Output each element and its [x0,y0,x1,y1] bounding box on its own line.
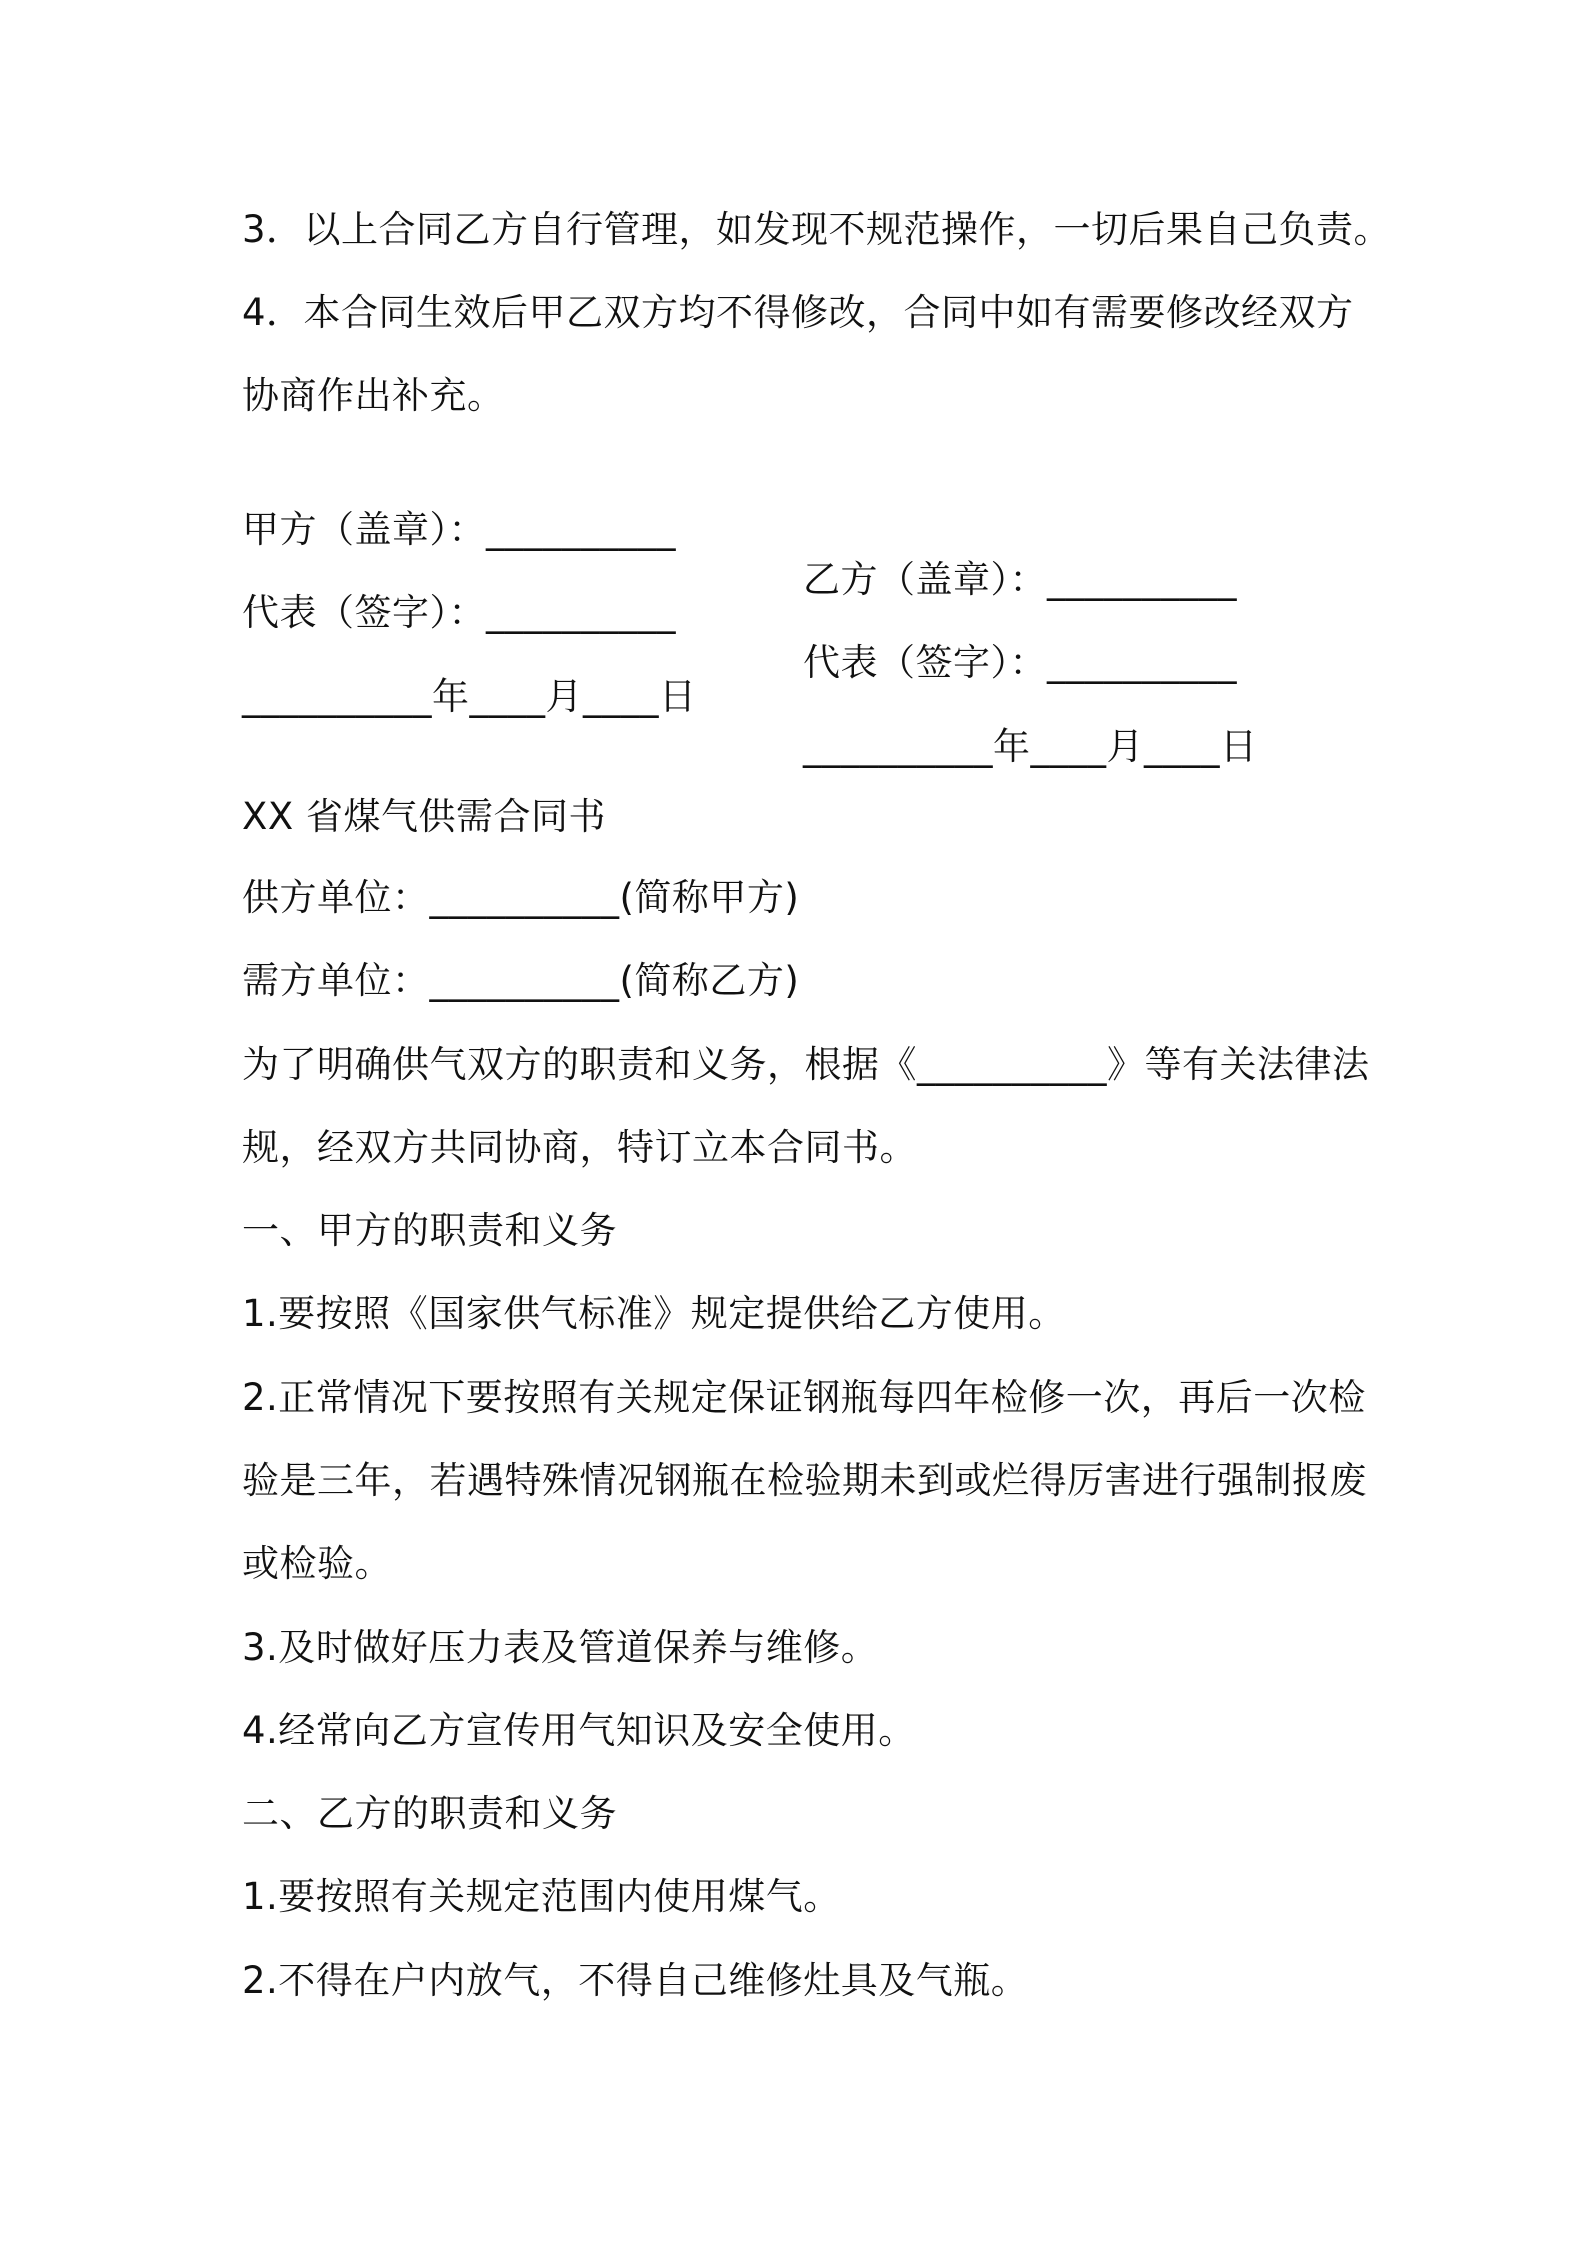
party-a-date: __________年____月____日 [242,675,697,718]
preamble-line2: 规，经双方共同协商，特订立本合同书。 [242,1126,917,1169]
party-a-rep: 代表（签字）：__________ [242,591,676,634]
s1-item4: 4.经常向乙方宣传用气知识及安全使用。 [242,1709,916,1752]
section1-heading: 一、甲方的职责和义务 [242,1209,617,1252]
clause-3: 3．以上合同乙方自行管理，如发现不规范操作，一切后果自己负责。 [242,208,1392,251]
preamble-line1: 为了明确供气双方的职责和义务，根据《__________》等有关法律法 [242,1043,1370,1086]
clause-4-line2: 协商作出补充。 [242,374,505,417]
s1-item1: 1.要按照《国家供气标准》规定提供给乙方使用。 [242,1292,1066,1335]
party-a-seal: 甲方（盖章）：__________ [242,508,676,551]
s1-item2-line2: 验是三年，若遇特殊情况钢瓶在检验期未到或烂得厉害进行强制报废 [242,1459,1367,1502]
party-b-date: __________年____月____日 [803,725,1258,768]
clause-4-line1: 4．本合同生效后甲乙双方均不得修改，合同中如有需要修改经双方 [242,291,1354,334]
s1-item2-line3: 或检验。 [242,1542,392,1585]
party-b-rep: 代表（签字）：__________ [803,641,1237,684]
s1-item3: 3.及时做好压力表及管道保养与维修。 [242,1626,879,1669]
party-b-seal: 乙方（盖章）：__________ [803,558,1237,601]
s2-item1: 1.要按照有关规定范围内使用煤气。 [242,1875,841,1918]
s2-item2: 2.不得在户内放气，不得自己维修灶具及气瓶。 [242,1959,1029,2002]
s1-item2-line1: 2.正常情况下要按照有关规定保证钢瓶每四年检修一次，再后一次检 [242,1376,1366,1419]
buyer-line: 需方单位：__________(简称乙方) [242,959,800,1002]
supplier-line: 供方单位：__________(简称甲方) [242,876,800,919]
contract-title: XX 省煤气供需合同书 [242,795,606,838]
section2-heading: 二、乙方的职责和义务 [242,1792,617,1835]
